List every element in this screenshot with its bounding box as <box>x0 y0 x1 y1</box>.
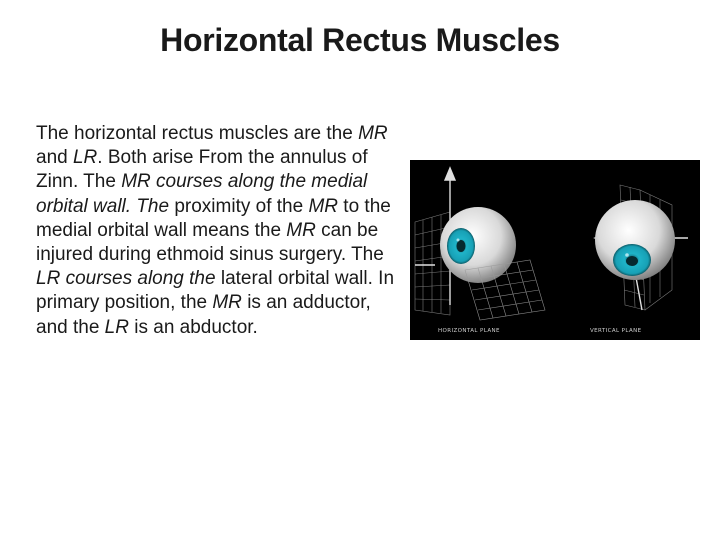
body-text-run: lateral orbital wall. In primary position, the <box>36 268 395 314</box>
body-text-run: MR courses along the medial orbital wall. The <box>36 171 368 217</box>
slide-title: Horizontal Rectus Muscles <box>160 22 560 58</box>
body-text-run: MR <box>286 219 316 241</box>
body-text-run: MR <box>212 292 242 314</box>
body-text-run: and <box>36 147 73 169</box>
right-eyeball <box>595 200 675 280</box>
body-text-run: LR courses along the <box>36 268 216 290</box>
caption-right: VERTICAL PLANE <box>590 328 642 334</box>
body-text-run: MR <box>358 123 388 144</box>
eye-diagram-figure <box>410 160 700 340</box>
body-text-run: . Both arise From the annulus of Zinn. The <box>36 147 368 193</box>
body-text-run: is an abductor. <box>128 316 258 338</box>
body-text-run: LR <box>104 316 129 338</box>
body-text-run: is an adductor, and the <box>36 292 371 338</box>
eye-diagram-svg <box>410 160 700 340</box>
body-text-run: can be injured during ethmoid sinus surgery. The <box>36 219 384 266</box>
body-text-run: proximity of the <box>169 195 309 217</box>
body-paragraph <box>36 122 404 340</box>
body-text-run: to the medial orbital wall means the <box>36 195 391 241</box>
body-text-run: LR <box>72 147 98 169</box>
left-eyeball <box>440 207 516 283</box>
body-text-run: MR <box>308 195 339 217</box>
caption-left: HORIZONTAL PLANE <box>438 328 500 334</box>
body-text-run: The horizontal rectus muscles are the <box>36 123 359 144</box>
